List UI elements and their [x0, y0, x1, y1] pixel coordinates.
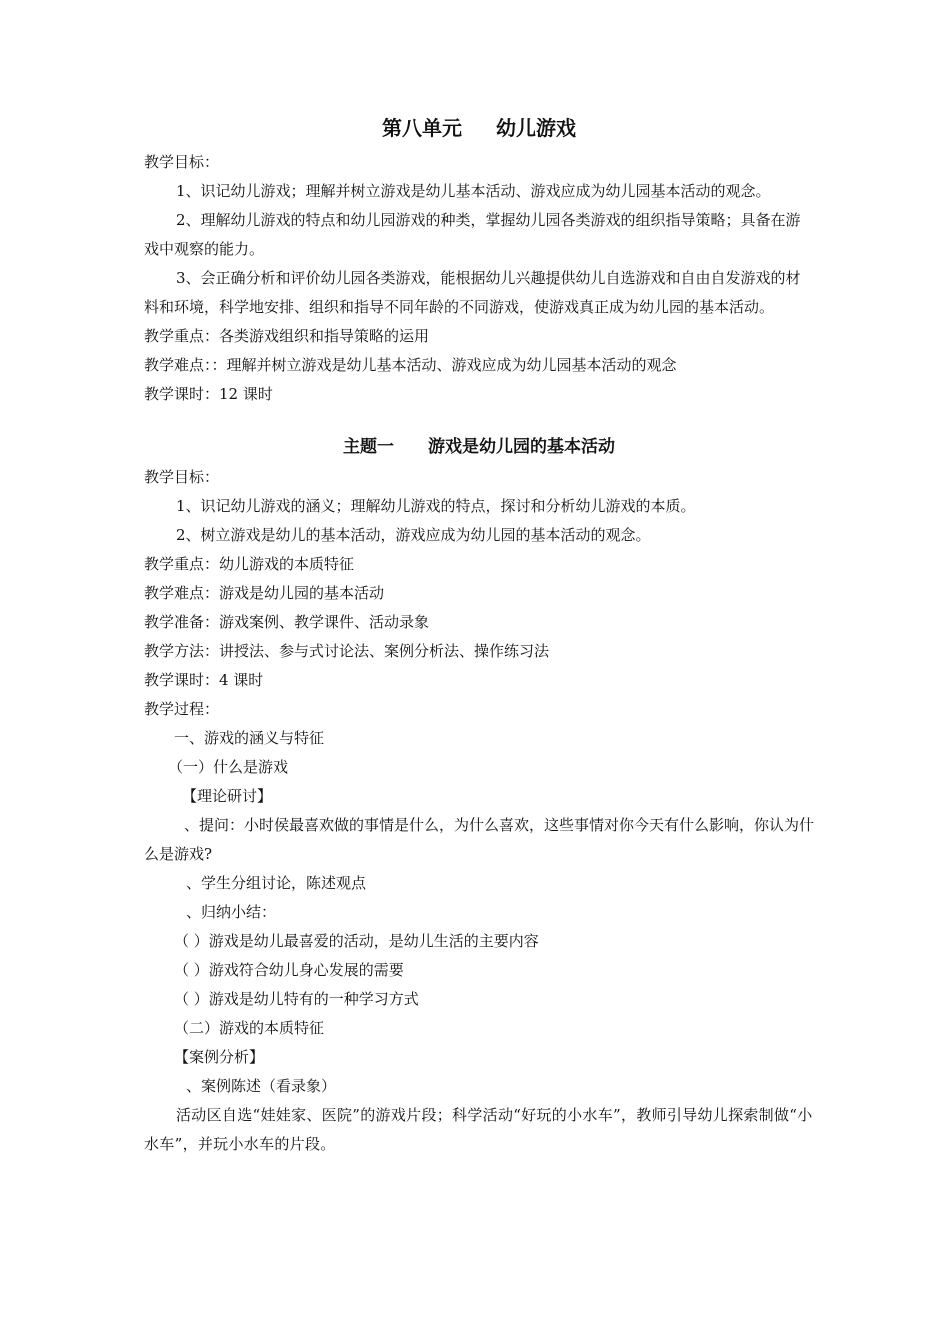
- process-discuss: 、学生分组讨论，陈述观点: [186, 874, 367, 892]
- unit-hours: 教学课时：12 课时: [144, 385, 273, 403]
- unit-goal-2: 2、理解幼儿游戏的特点和幼儿园游戏的种类，掌握幼儿园各类游戏的组织指导策略；具备在游戏中观察的能力。: [144, 211, 801, 258]
- theme-goal-1: 1、识记幼儿游戏的涵义；理解幼儿游戏的特点，探讨和分析幼儿游戏的本质。: [176, 497, 696, 515]
- theme-hours: 教学课时：4 课时: [144, 671, 264, 689]
- theme-methods: 教学方法：讲授法、参与式讨论法、案例分析法、操作练习法: [144, 642, 550, 660]
- unit-goal-1: 1、识记幼儿游戏；理解并树立游戏是幼儿基本活动、游戏应成为幼儿园基本活动的观念。: [176, 182, 771, 200]
- unit-title-name: 幼儿游戏: [496, 116, 576, 140]
- unit-title: [144, 110, 814, 146]
- unit-goal-3: 3、会正确分析和评价幼儿园各类游戏，能根据幼儿兴趣提供幼儿自选游戏和自由自发游戏的材料和环境，科学地安排、组织和指导不同年龄的不同游戏，使游戏真正成为幼儿园的基本活动。: [144, 269, 801, 316]
- process-summary: 、归纳小结：: [186, 903, 277, 921]
- process-question: 、提问：小时侯最喜欢做的事情是什么，为什么喜欢，这些事情对你今天有什么影响，你认为什么是游戏?: [144, 816, 815, 863]
- process-point-3: （ ）游戏是幼儿特有的一种学习方式: [174, 990, 419, 1008]
- process-section-1: 一、游戏的涵义与特征: [174, 729, 325, 747]
- unit-key-point: 教学重点：各类游戏组织和指导策略的运用: [144, 327, 430, 345]
- unit-difficulty: 教学难点：：理解并树立游戏是幼儿基本活动、游戏应成为幼儿园基本活动的观念: [144, 356, 677, 374]
- document-content: [144, 110, 814, 1159]
- theme-difficulty: 教学难点：游戏是幼儿园的基本活动: [144, 584, 385, 602]
- theme-goal-2: 2、树立游戏是幼儿的基本活动，游戏应成为幼儿园的基本活动的观念。: [176, 526, 651, 544]
- process-sub-2: （二）游戏的本质特征: [174, 1019, 325, 1037]
- process-point-1: （ ）游戏是幼儿最喜爱的活动，是幼儿生活的主要内容: [174, 932, 539, 950]
- theme-title-name: 游戏是幼儿园的基本活动: [428, 437, 615, 457]
- process-tag-theory: 【理论研讨】: [182, 787, 273, 805]
- theme-title: [144, 431, 814, 463]
- theme-goals-label: 教学目标：: [144, 468, 220, 486]
- theme-process-label: 教学过程：: [144, 700, 220, 718]
- process-tag-case: 【案例分析】: [174, 1048, 265, 1066]
- theme-key-point: 教学重点：幼儿游戏的本质特征: [144, 555, 355, 573]
- theme-title-number: 主题一: [343, 437, 394, 457]
- process-case-intro: 、案例陈述（看录象）: [186, 1077, 337, 1095]
- unit-title-number: 第八单元: [382, 116, 462, 140]
- process-point-2: （ ）游戏符合幼儿身心发展的需要: [174, 961, 404, 979]
- process-case-text: 活动区自选“娃娃家、医院”的游戏片段；科学活动“好玩的小水车”，教师引导幼儿探索制做“小水车”，并玩小水车的片段。: [144, 1106, 813, 1153]
- process-sub-1: （一）什么是游戏: [168, 758, 289, 776]
- unit-goals-label: 教学目标：: [144, 153, 220, 171]
- theme-preparation: 教学准备：游戏案例、教学课件、活动录象: [144, 613, 430, 631]
